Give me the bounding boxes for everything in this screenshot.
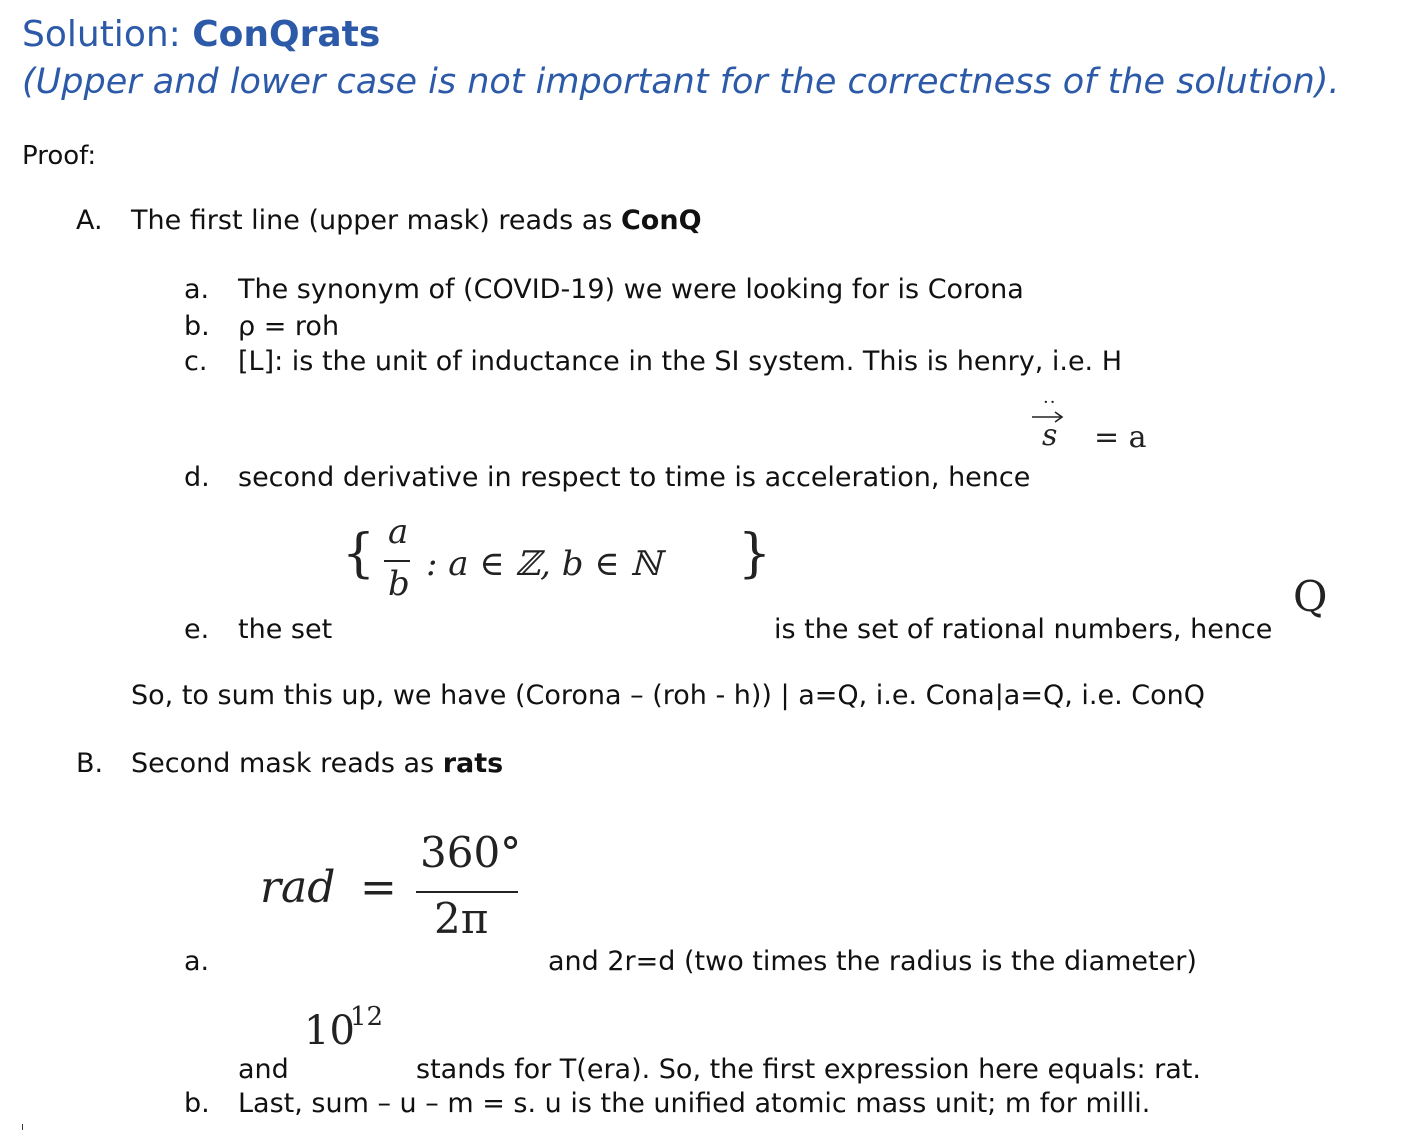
rad-label: rad: [260, 862, 336, 913]
section-a-summary: So, to sum this up, we have (Corona – (roh - h)) | a=Q, i.e. Cona|a=Q, i.e. ConQ: [131, 680, 1205, 711]
item-a-d-marker: d.: [184, 462, 210, 493]
item-a-a-marker: a.: [184, 274, 210, 305]
rad-numerator: 360°: [420, 828, 522, 877]
tera-base: 10: [304, 1008, 355, 1054]
item-a-b-text: ρ = roh: [238, 311, 340, 342]
item-a-e-marker: e.: [184, 614, 210, 645]
rad-fraction-bar: [416, 891, 518, 893]
set-numerator: a: [388, 512, 409, 552]
solution-title-prefix: Solution:: [22, 14, 193, 55]
section-a-text: The first line (upper mask) reads as: [131, 205, 621, 236]
item-a-b-marker: b.: [184, 311, 210, 342]
section-b-bold: rats: [442, 748, 504, 779]
item-a-c-text: [L]: is the unit of inductance in the SI system. This is henry, i.e. H: [238, 346, 1123, 377]
item-b-b-marker: b.: [184, 1088, 210, 1119]
item-a-c-marker: c.: [184, 346, 208, 377]
section-a-heading: [131, 205, 702, 236]
item-b-a-marker: a.: [184, 946, 210, 977]
acceleration-formula: [1020, 392, 1190, 462]
equals-a: [1094, 420, 1147, 455]
item-a-d-text: second derivative in respect to time is acceleration, hence: [238, 462, 1031, 493]
rational-set-formula: [342, 508, 772, 628]
section-b-heading: [131, 748, 503, 779]
radian-formula: [256, 822, 536, 952]
equals-a-text: = a: [1094, 420, 1147, 455]
solution-title: [22, 14, 380, 55]
set-fraction-bar: [384, 560, 410, 562]
s-symbol: s: [1042, 418, 1058, 453]
tera-exponent: 12: [350, 1002, 384, 1032]
solution-subtitle: (Upper and lower case is not important for the correctness of the solution).: [22, 62, 1340, 102]
section-b-text: Second mask reads as: [131, 748, 443, 779]
rad-denominator: 2π: [434, 894, 489, 943]
set-denominator: b: [388, 564, 410, 604]
solution-answer: ConQrats: [192, 14, 381, 55]
item-a-e-text-after: is the set of rational numbers, hence: [774, 614, 1273, 645]
double-dot-mark: ··: [1043, 392, 1057, 413]
item-b-a-continuation: stands for T(era). So, the first expression here equals: rat.: [416, 1054, 1201, 1085]
section-a-marker: A.: [76, 205, 103, 236]
proof-label: Proof:: [22, 141, 97, 171]
item-a-e-text-before: the set: [238, 614, 333, 645]
section-a-bold: ConQ: [620, 205, 702, 236]
rational-q-symbol: Q: [1293, 572, 1328, 621]
section-b-marker: B.: [76, 748, 104, 779]
item-b-a-text-after: and 2r=d (two times the radius is the diameter): [548, 946, 1197, 977]
text-cursor-mark: [22, 1124, 23, 1130]
item-a-a-text: The synonym of (COVID-19) we were looking for is Corona: [238, 274, 1024, 305]
item-b-b-text: Last, sum – u – m = s. u is the unified atomic mass unit; m for milli.: [238, 1088, 1151, 1119]
rad-equals: =: [360, 862, 397, 913]
left-brace: {: [342, 524, 376, 584]
set-condition: : a ∈ ℤ, b ∈ ℕ: [426, 544, 662, 584]
tera-formula: [304, 1002, 414, 1062]
item-b-a-and: and: [238, 1054, 289, 1085]
right-brace: }: [738, 524, 772, 584]
